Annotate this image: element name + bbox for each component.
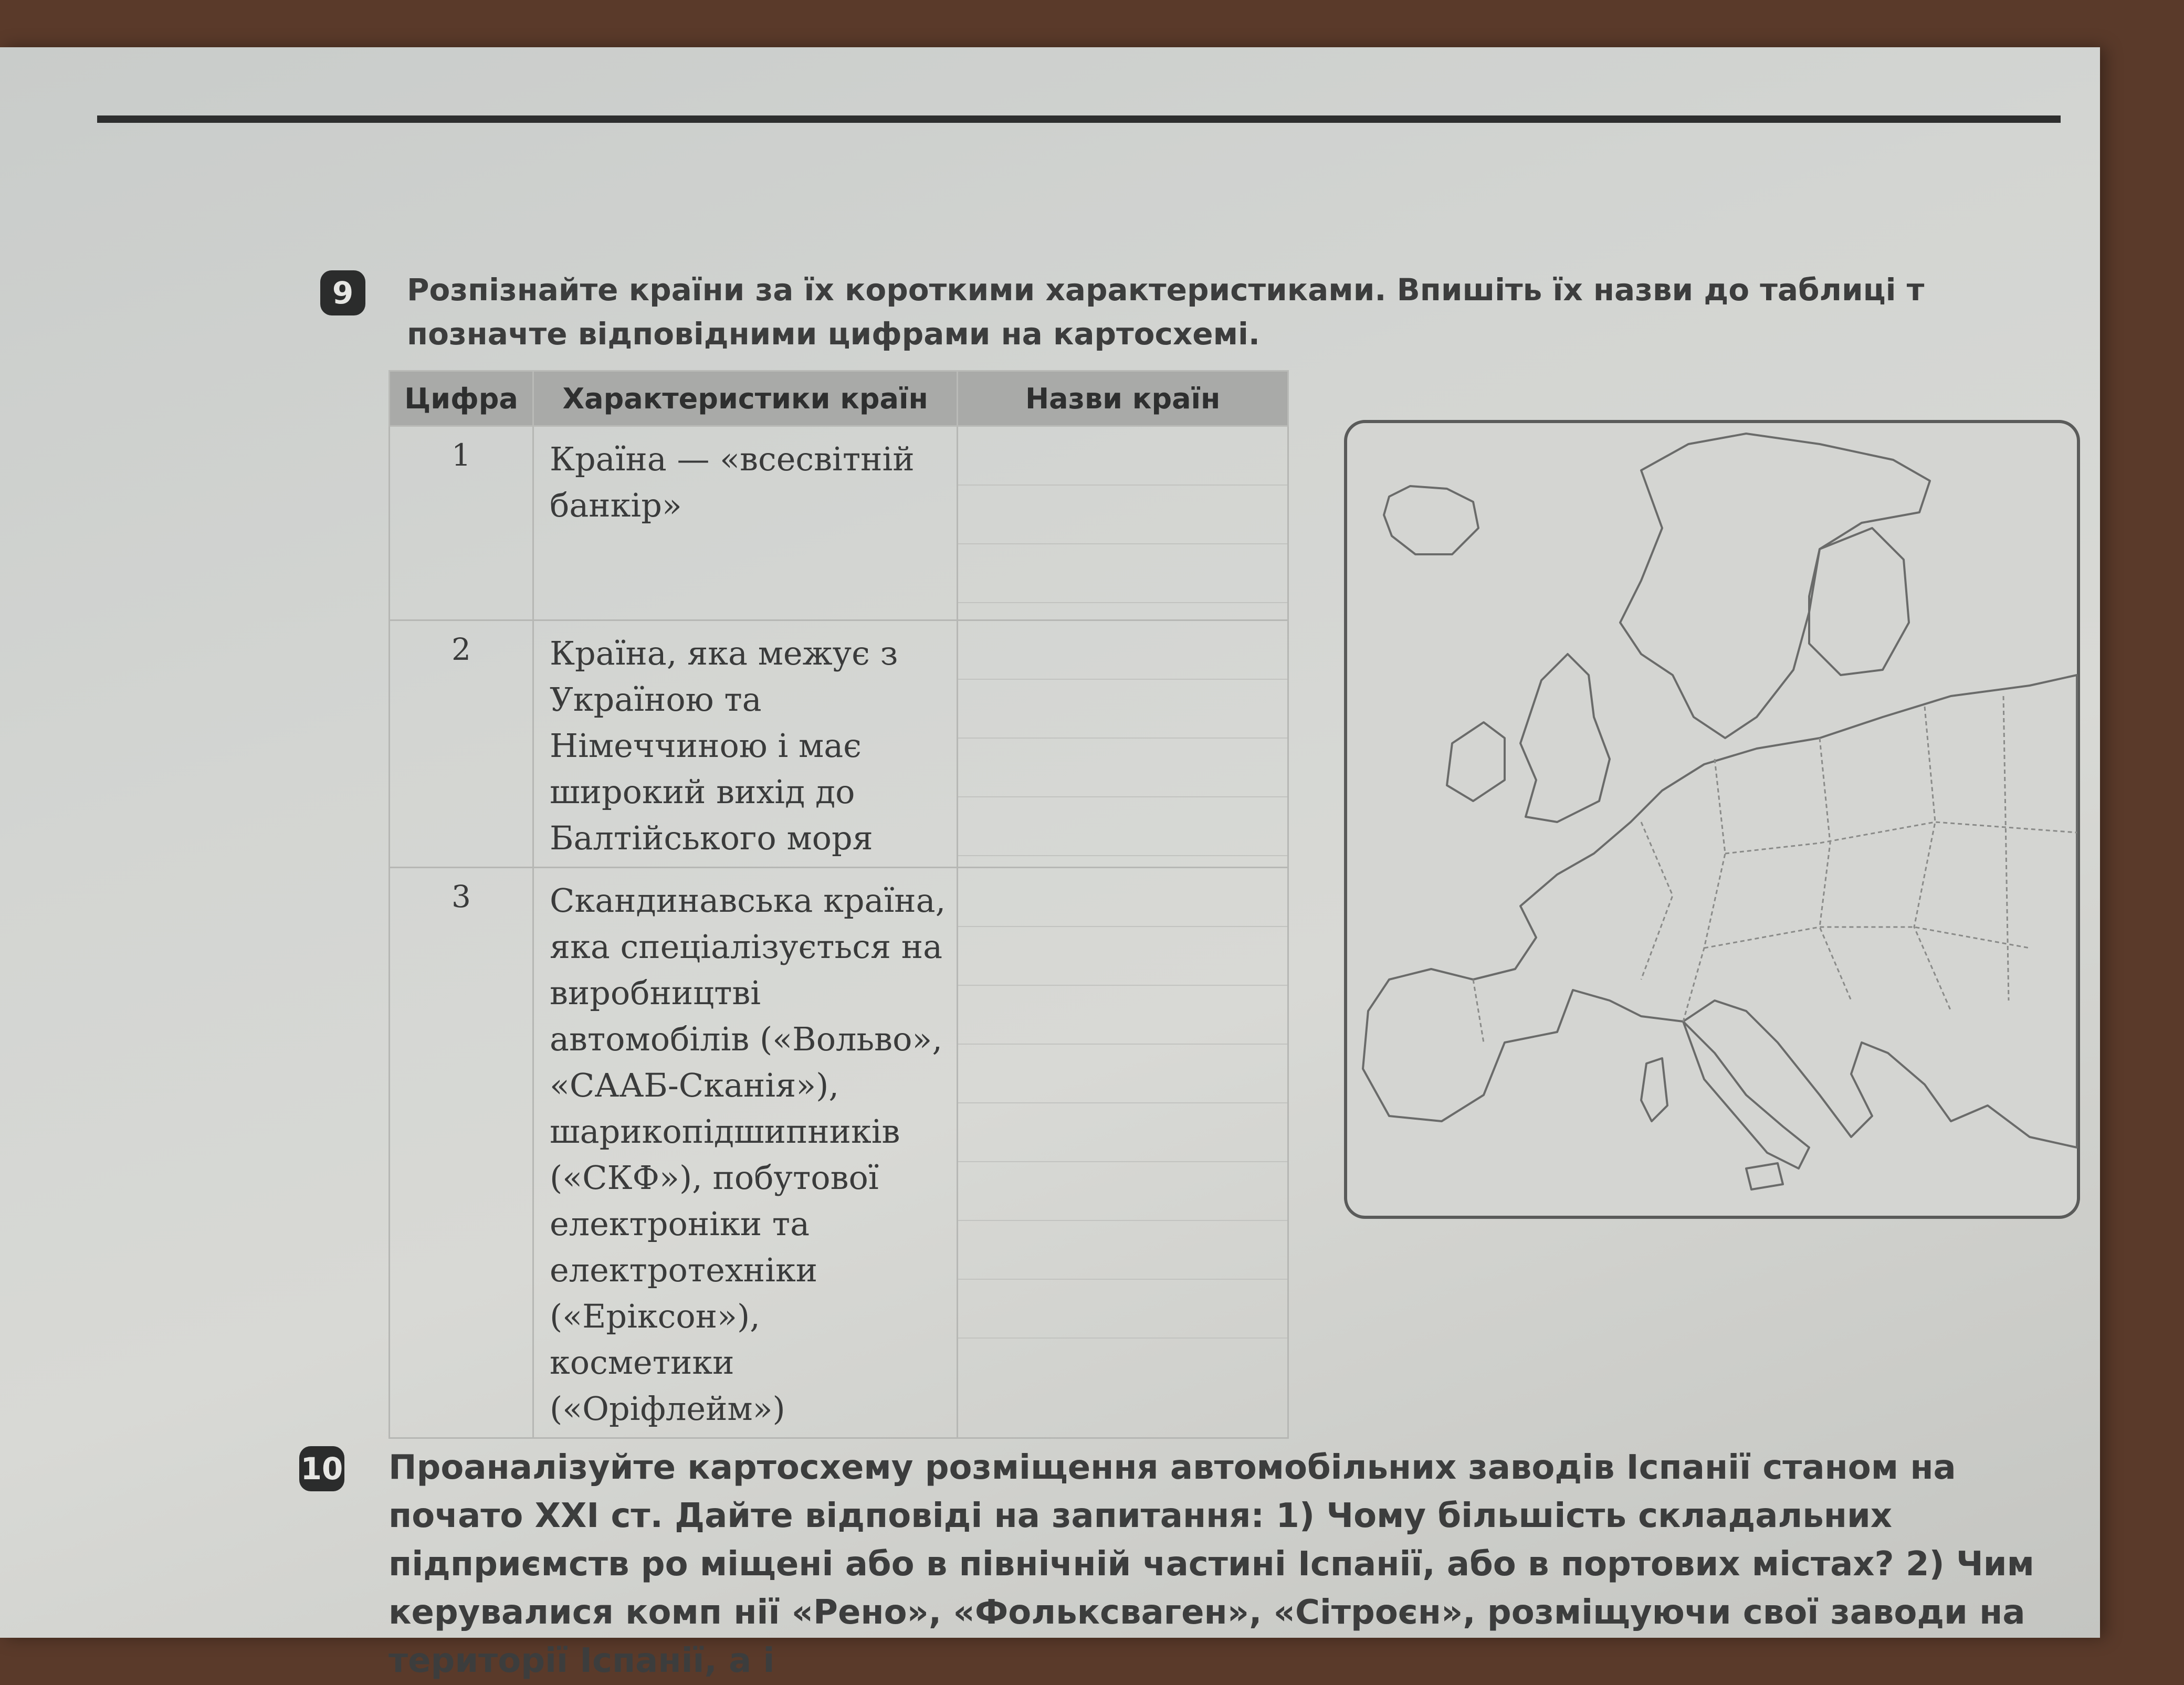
map-finland (1809, 528, 1909, 675)
country-name-input[interactable] (958, 620, 1288, 868)
header-digit: Цифра (390, 371, 533, 426)
map-borders-h (2003, 696, 2009, 1001)
row-characteristic: Країна, яка межує з Україною та Німеччиною і має широкий вихід до Балтійського моря (533, 620, 958, 868)
europe-outline-map[interactable] (1344, 420, 2080, 1219)
map-italy (1683, 1021, 1809, 1168)
map-borders-a (1641, 822, 1673, 980)
map-mainland (1363, 675, 2077, 1147)
header-names: Назви країн (958, 371, 1288, 426)
row-digit: 1 (390, 426, 533, 620)
top-rule (97, 115, 2061, 123)
row-characteristic: Країна — «всесвітній банкір» (533, 426, 958, 620)
country-name-input[interactable] (958, 426, 1288, 620)
row-digit: 2 (390, 620, 533, 868)
map-sardinia (1641, 1058, 1667, 1121)
task-9-number: 9 (332, 275, 354, 311)
table-row (390, 868, 1288, 1438)
task-10-badge (299, 1446, 344, 1491)
map-borders-g (1473, 980, 1484, 1042)
table-header-row (390, 371, 1288, 426)
country-name-input[interactable] (958, 868, 1288, 1438)
workbook-page (0, 47, 2100, 1680)
task-10-instruction: Проаналізуйте картосхему розміщення автомобільних заводів Іспанії станом на почато XXI ст. Дайте відповіді на запитання: 1) Чому більшість складальних підприємств ро міщені або в північній частині Іспанії, або в портових містах? 2) Чим керувалися комп нії «Рено», «Фольксваген», «Сітроєн», розміщуючи свої заводи на території Іспанії, а і (388, 1448, 2034, 1680)
task-10-number: 10 (300, 1451, 343, 1487)
table-row (390, 620, 1288, 868)
map-sicily (1746, 1163, 1783, 1189)
task-9-badge (320, 270, 365, 315)
map-borders-e (1725, 822, 2077, 854)
row-characteristic: Скандинавська країна, яка спеціалізується на виробництві автомобілів («Вольво», «СААБ-Сканія»), шарикопідшипників («СКФ»), побутової електроніки та електротехніки («Ерікcон»), косметики («Оріфлейм») (533, 868, 958, 1438)
map-borders-c (1820, 738, 1851, 1001)
europe-map-svg (1347, 423, 2077, 1216)
map-ireland (1447, 722, 1505, 801)
map-borders-f (1704, 927, 2030, 948)
header-characteristics: Характеристики країн (533, 371, 958, 426)
map-iceland (1384, 486, 1478, 554)
countries-table (388, 370, 1289, 1439)
row-digit: 3 (390, 868, 533, 1438)
map-scandinavia (1620, 434, 1930, 738)
map-borders-b (1683, 759, 1725, 1021)
map-borders-d (1914, 707, 1951, 1011)
table-row (390, 426, 1288, 620)
map-great-britain (1520, 654, 1610, 822)
task-9-instruction: Розпізнайте країни за їх короткими характеристиками. Впишіть їх назви до таблиці т позначте відповідними цифрами на картосхемі. (407, 272, 1925, 352)
